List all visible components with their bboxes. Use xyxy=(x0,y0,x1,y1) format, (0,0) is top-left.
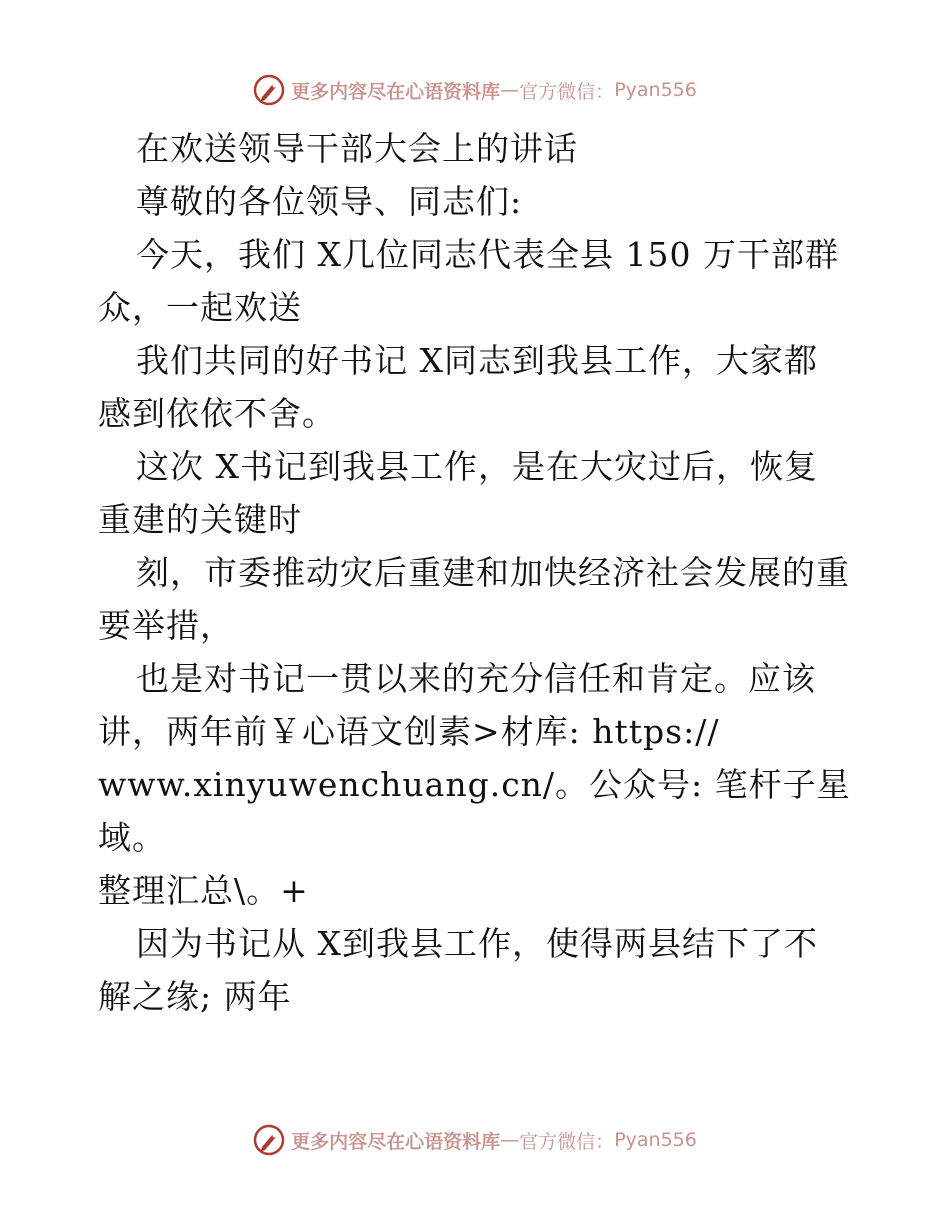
watermark-wechat-id: Pyan556 xyxy=(614,79,697,101)
doc-line: 要举措， xyxy=(98,606,234,645)
watermark-main-text: 更多内容尽在心语资料库 xyxy=(291,1130,501,1153)
doc-line: 在欢送领导干部大会上的讲话 xyxy=(136,129,578,168)
header-watermark xyxy=(0,70,950,110)
watermark-sub-text: 官方微信： xyxy=(519,80,615,103)
doc-line: 整理汇总\。+ xyxy=(98,871,309,910)
document-body xyxy=(98,122,858,1023)
doc-line: 我们共同的好书记 X同志到我县工作，大家都 xyxy=(136,341,818,380)
watermark-dash: — xyxy=(500,1129,520,1151)
pen-logo-icon xyxy=(253,1124,285,1156)
watermark-main-text: 更多内容尽在心语资料库 xyxy=(291,80,501,103)
watermark-dash: — xyxy=(500,79,520,101)
doc-line: www.xinyuwenchuang.cn/。公众号: 笔杆子星域。 xyxy=(98,765,851,857)
doc-line: 重建的关键时 xyxy=(98,500,302,539)
doc-line: 解之缘; 两年 xyxy=(98,977,292,1016)
doc-line: 讲，两年前￥心语文创素>材库: https:// xyxy=(98,712,720,751)
doc-line: 尊敬的各位领导、同志们: xyxy=(136,182,523,221)
watermark-sub-text: 官方微信： xyxy=(519,1130,615,1153)
document-text xyxy=(98,122,858,1023)
doc-line: 感到依依不舍。 xyxy=(98,394,336,433)
doc-line: 这次 X书记到我县工作，是在大灾过后，恢复 xyxy=(136,447,818,486)
doc-line: 众，一起欢送 xyxy=(98,288,302,327)
pen-logo-icon xyxy=(253,74,285,106)
doc-line: 刻，市委推动灾后重建和加快经济社会发展的重 xyxy=(136,553,850,592)
doc-line: 因为书记从 X到我县工作，使得两县结下了不 xyxy=(136,924,818,963)
doc-line: 今天，我们 X几位同志代表全县 150 万干部群 xyxy=(136,235,839,274)
footer-watermark xyxy=(0,1120,950,1160)
doc-line: 也是对书记一贯以来的充分信任和肯定。应该 xyxy=(136,659,816,698)
watermark-wechat-id: Pyan556 xyxy=(614,1129,697,1151)
